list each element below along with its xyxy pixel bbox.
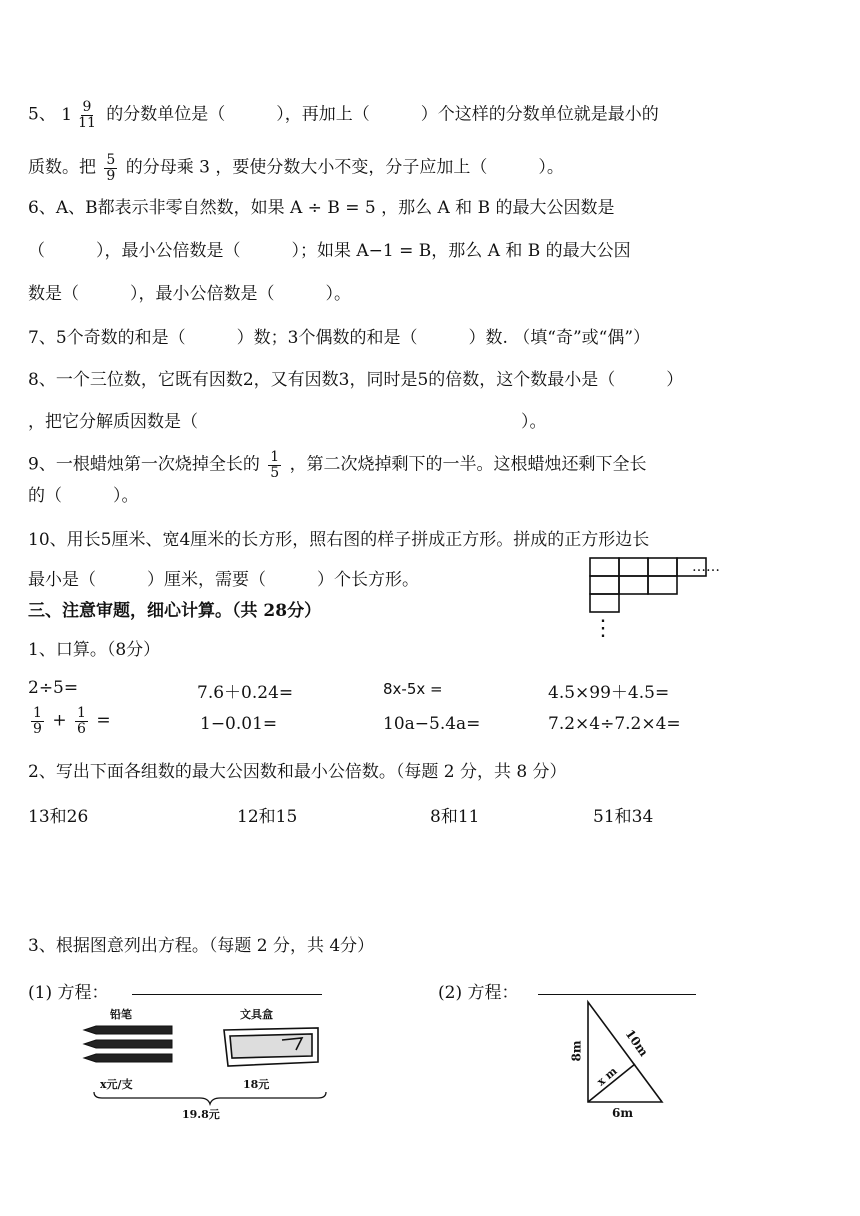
fraction-numerator: 9 [82, 99, 92, 115]
answer-line-1[interactable] [132, 994, 322, 995]
q10-line2: 最小是（ ）厘米，需要（ ）个长方形。 [28, 570, 419, 590]
number-pair: 8和11 [430, 807, 480, 827]
figure-rect [619, 576, 648, 594]
figure-dots-vertical: ⋮ [592, 616, 614, 641]
q7-line1: 7、5个奇数的和是（ ）数；3个偶数的和是（ ）数. （填“奇”或“偶”） [28, 328, 651, 348]
fraction-denominator: 5 [270, 464, 280, 481]
calc-item: 4.5×99＋4.5= [548, 683, 670, 703]
right-triangle-figure [580, 998, 670, 1108]
triangle-hypotenuse-label: 10m [622, 1026, 651, 1060]
figure-rect [590, 594, 619, 612]
q10-line1: 10、用长5厘米、宽4厘米的长方形，照右图的样子拼成正方形。拼成的正方形边长 [28, 530, 650, 550]
equation-prompt-2: (2) 方程： [438, 983, 519, 1003]
pencil-icon [84, 1054, 172, 1062]
fraction-numerator: 1 [270, 449, 280, 465]
figure-rect [648, 576, 677, 594]
pencil-box-label: 文具盒 [240, 1008, 273, 1021]
calc-item: 10a−5.4a= [383, 714, 481, 734]
q9-text-b: ，第二次烧掉剩下的一半。这根蜡烛还剩下全长 [289, 454, 647, 475]
s3q2-title: 2、写出下面各组数的最大公因数和最小公倍数。（每题 2 分，共 8 分） [28, 762, 567, 782]
total-price: 19.8元 [182, 1108, 220, 1121]
equation-prompt-1: (1) 方程： [28, 983, 109, 1003]
calc-fraction [75, 706, 88, 736]
q5-text-2b: 的分母乘 3 ，要使分数大小不变，分子应加上（ ）。 [125, 157, 564, 178]
pencil-icon [84, 1026, 172, 1034]
q8-line2: ，把它分解质因数是（ ）。 [28, 412, 547, 432]
q5-number: 5、 [28, 104, 56, 125]
pencil-price: x元/支 [100, 1078, 133, 1091]
triangle-shape [588, 1002, 662, 1102]
pencil-icon [84, 1040, 172, 1048]
pencil-label: 铅笔 [110, 1008, 132, 1021]
figure-rect [648, 558, 677, 576]
fraction-numerator: 1 [76, 705, 86, 721]
total-brace [92, 1090, 328, 1106]
figure-rect [590, 576, 619, 594]
calc-item: 7.6＋0.24= [197, 683, 294, 703]
calc-item-fractions [28, 706, 111, 736]
q5-fraction [104, 153, 117, 183]
q9-line2: 的（ ）。 [28, 486, 139, 506]
q9-text-a: 9、一根蜡烛第一次烧掉全长的 [28, 454, 260, 475]
number-pair: 13和26 [28, 807, 89, 827]
fraction-denominator: 6 [76, 720, 86, 737]
s3q1-title: 1、口算。（8分） [28, 640, 161, 660]
calc-item: 7.2×4÷7.2×4= [548, 714, 681, 734]
figure-rect [619, 558, 648, 576]
pencils-and-box-drawing [82, 1024, 322, 1076]
section3-title: 三、注意审题，细心计算。（共 28分） [28, 601, 322, 621]
plus-sign: + [52, 710, 67, 731]
q5-text: 的分数单位是（ ），再加上（ ）个这样的分数单位就是最小的 [106, 104, 659, 125]
q5-text-2a: 质数。把 [28, 157, 96, 178]
calc-item: 2÷5= [28, 678, 79, 698]
fraction-numerator: 5 [106, 152, 116, 168]
q8-line1: 8、一个三位数，它既有因数2，又有因数3，同时是5的倍数，这个数最小是（ ） [28, 370, 684, 390]
triangle-base-label: 6m [612, 1106, 634, 1120]
mixed-whole: 1 [61, 104, 73, 125]
number-pair: 51和34 [593, 807, 654, 827]
triangle-altitude-label: x m [594, 1064, 620, 1089]
figure-rect [590, 558, 619, 576]
fraction-denominator: 11 [78, 114, 96, 131]
fraction-denominator: 9 [106, 167, 116, 184]
fraction-numerator: 1 [33, 705, 42, 721]
fraction-denominator: 9 [33, 720, 42, 737]
calc-item: 8x-5x = [383, 680, 443, 698]
mixed-fraction [76, 100, 98, 130]
answer-line-2[interactable] [538, 994, 696, 995]
q9-fraction [268, 450, 281, 480]
box-price: 18元 [243, 1078, 270, 1091]
equals-sign: = [96, 710, 111, 731]
q5-line2 [28, 153, 564, 183]
q6-line1: 6、A、B都表示非零自然数，如果 A ÷ B = 5 ，那么 A 和 B 的最大公因数是 [28, 198, 615, 218]
s3q3-title: 3、根据图意列出方程。（每题 2 分，共 4分） [28, 936, 375, 956]
calc-item: 1−0.01= [200, 714, 278, 734]
calc-fraction [31, 706, 44, 736]
triangle-left-label: 8m [569, 1040, 584, 1062]
q5-line1 [28, 100, 659, 130]
number-pair: 12和15 [237, 807, 298, 827]
q5-mixed-number [61, 100, 101, 130]
q6-line2: （ ），最小公倍数是（ ）；如果 A−1 = B，那么 A 和 B 的最大公因 [28, 241, 631, 261]
q9-line1 [28, 450, 647, 480]
q6-line3: 数是（ ），最小公倍数是（ ）。 [28, 284, 351, 304]
figure-dots-horizontal: …… [692, 559, 720, 575]
